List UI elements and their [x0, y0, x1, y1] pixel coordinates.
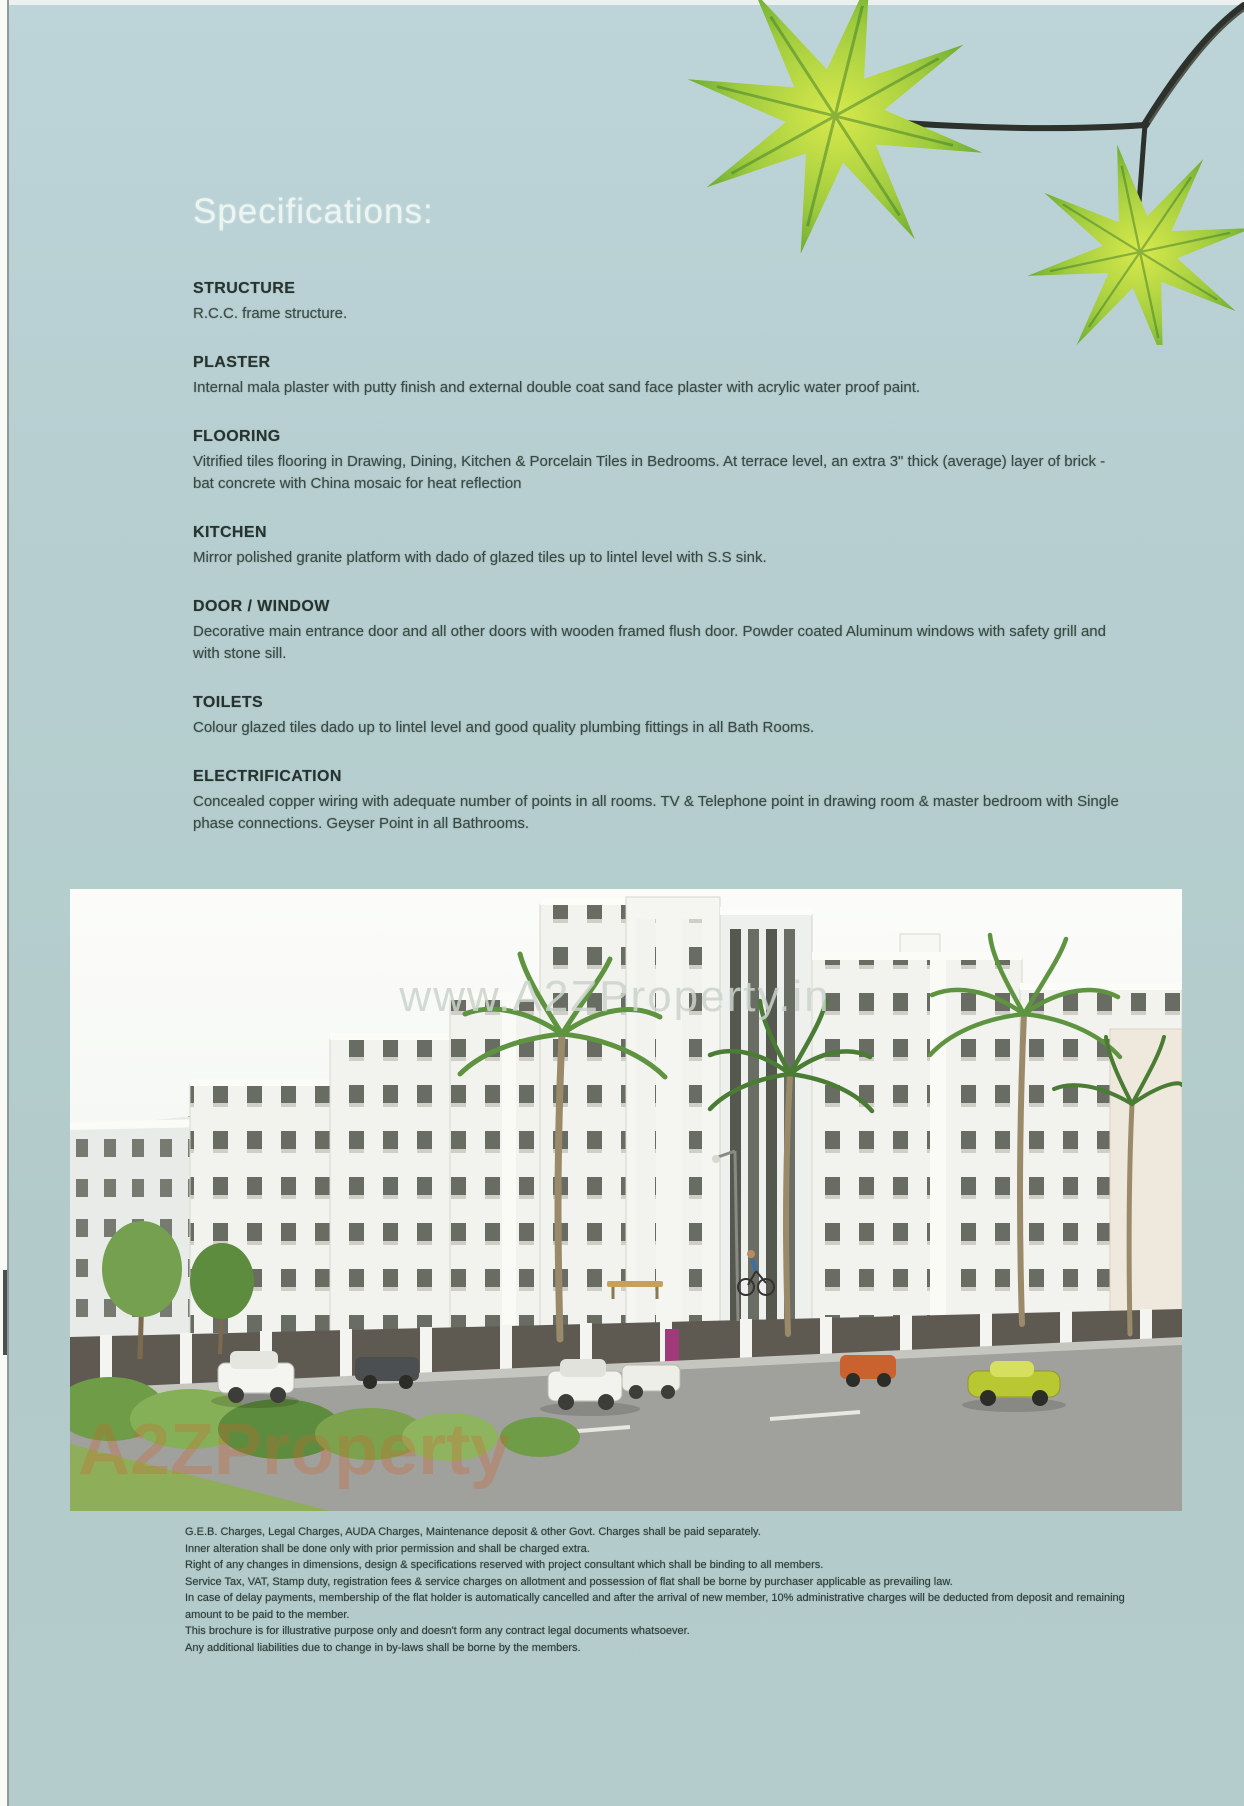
section-heading: PLASTER — [193, 354, 271, 371]
section-door-window — [193, 598, 1128, 665]
section-heading: FLOORING — [193, 428, 281, 445]
section-body: Mirror polished granite platform with dado of glazed tiles up to lintel level with S.S sink. — [193, 549, 767, 566]
specifications-block — [193, 192, 1128, 864]
section-structure — [193, 280, 1128, 325]
section-kitchen — [193, 524, 1128, 569]
disclaimer-line: Any additional liabilities due to change in by-laws shall be borne by the members. — [185, 1641, 581, 1654]
building-render-illustration — [70, 889, 1182, 1511]
section-body: Decorative main entrance door and all other doors with wooden framed flush door. Powder coated Aluminum windows with safety grill and with stone sill. — [193, 623, 1106, 662]
watermark-url: www.A2ZProperty.in — [399, 972, 831, 1021]
page-title: Specifications: — [193, 192, 434, 231]
section-body: Concealed copper wiring with adequate number of points in all rooms. TV & Telephone point in drawing room & master bedroom with Single phase connections. Geyser Point in all Bathrooms. — [193, 793, 1119, 832]
section-heading: DOOR / WINDOW — [193, 598, 330, 615]
section-body: Internal mala plaster with putty finish and external double coat sand face plaster with acrylic water proof paint. — [193, 379, 921, 396]
disclaimer-line: In case of delay payments, membership of the flat holder is automatically cancelled and after the arrival of new member, 10% administrative charges will be deducted from deposit and remaining amount to be paid to the member. — [185, 1592, 1125, 1621]
section-heading: TOILETS — [193, 694, 264, 711]
section-body: R.C.C. frame structure. — [193, 305, 348, 322]
disclaimer-line: Service Tax, VAT, Stamp duty, registration fees & service charges on allotment and possession of flat shall be borne by purchaser applicable as prevailing law. — [185, 1575, 953, 1588]
disclaimer-line: This brochure is for illustrative purpose only and doesn't form any contract legal documents whatsoever. — [185, 1625, 690, 1637]
section-flooring — [193, 428, 1128, 495]
section-plaster — [193, 354, 1128, 399]
building-right-wing — [812, 952, 1182, 1349]
section-body: Vitrified tiles flooring in Drawing, Dining, Kitchen & Porcelain Tiles in Bedrooms. At terrace level, an extra 3" thick (average) layer of brick - bat concrete with China mosaic for heat reflection — [193, 453, 1106, 492]
section-heading: KITCHEN — [193, 524, 267, 541]
section-heading: STRUCTURE — [193, 280, 296, 297]
section-toilets — [193, 694, 1128, 739]
disclaimer-line: Inner alteration shall be done only with prior permission and shall be charged extra. — [185, 1542, 590, 1555]
disclaimer-line: G.E.B. Charges, Legal Charges, AUDA Charges, Maintenance deposit & other Govt. Charges shall be paid separately. — [185, 1526, 761, 1538]
disclaimer-line: Right of any changes in dimensions, design & specifications reserved with project consultant which shall be binding to all members. — [185, 1559, 824, 1571]
section-electrification — [193, 768, 1128, 835]
watermark-logo: A2ZProperty — [78, 1410, 511, 1490]
shop-sign — [665, 1329, 679, 1363]
scan-edge-left — [0, 0, 9, 1806]
disclaimer-block — [185, 1524, 1145, 1656]
scan-edge-mark — [3, 1270, 7, 1355]
section-body: Colour glazed tiles dado up to lintel level and good quality plumbing fittings in all Bath Rooms. — [193, 719, 815, 736]
section-heading: ELECTRIFICATION — [193, 768, 342, 785]
